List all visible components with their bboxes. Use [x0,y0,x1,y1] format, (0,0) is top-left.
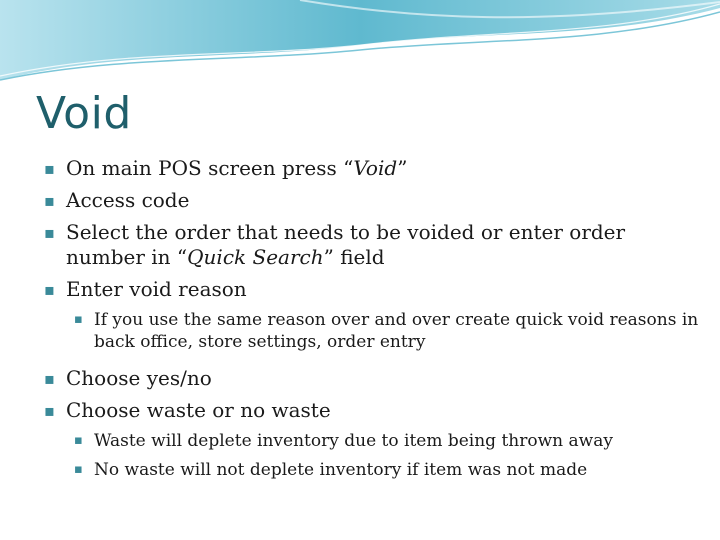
bullet-item [44,156,704,181]
bullet-icon: ▪ [74,312,83,327]
bullet-text: Access code [66,188,190,212]
header-wave-decoration [0,0,720,90]
bullet-text: ” field [323,245,385,269]
bullet-text: Enter void reason [66,277,247,301]
bullet-text: If you use the same reason over and over create quick void reasons in back office, store settings, order entry [94,310,699,352]
bullet-text: Choose waste or no waste [66,398,331,422]
bullet-icon: ▪ [44,369,55,388]
bullet-text: On main POS screen press “ [66,156,354,180]
bullet-text: Quick Search [187,245,324,269]
bullet-text: Select the order that needs to be voided or enter order number in “ [66,220,626,269]
bullet-item [44,398,704,423]
bullet-item [44,220,704,270]
bullet-icon: ▪ [74,462,83,477]
bullet-icon: ▪ [44,223,55,242]
bullet-item [44,188,704,213]
bullet-text: Void [353,156,398,180]
sub-bullet-item [44,309,704,353]
sub-bullet-item [44,459,704,481]
bullet-text: No waste will not deplete inventory if item was not made [94,460,588,480]
bullet-item [44,277,704,302]
bullet-icon: ▪ [44,159,55,178]
bullet-text: Choose yes/no [66,366,212,390]
bullet-icon: ▪ [44,191,55,210]
bullet-list [44,156,704,488]
sub-bullet-item [44,430,704,452]
bullet-text: ” [397,156,408,180]
bullet-text: Waste will deplete inventory due to item being thrown away [94,431,613,451]
slide-title: Void [36,88,132,139]
bullet-icon: ▪ [74,433,83,448]
bullet-icon: ▪ [44,280,55,299]
bullet-item [44,366,704,391]
bullet-icon: ▪ [44,401,55,420]
